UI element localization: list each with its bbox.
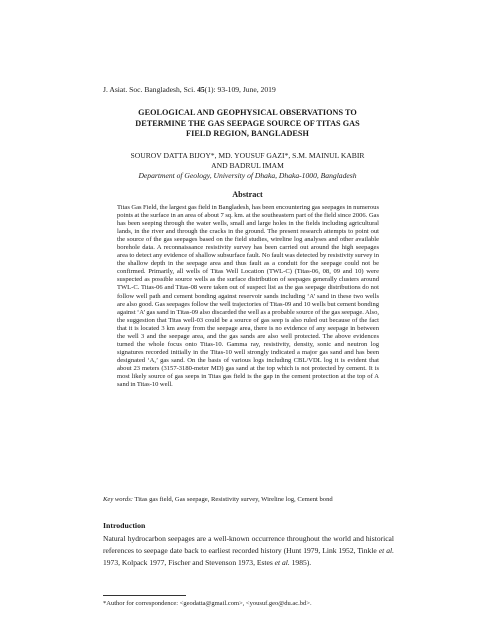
- journal-prefix: J. Asiat. Soc. Bangladesh, Sci.: [103, 85, 198, 94]
- intro-text-part: 1985).: [289, 558, 312, 568]
- author-block: [105, 151, 390, 182]
- title-line: DETERMINE THE GAS SEEPAGE SOURCE OF TITAS GAS: [135, 118, 360, 128]
- keywords-label: Key words:: [103, 496, 133, 503]
- footnote: *Author for correspondence: <geodatta@gmail.com>, <yousuf.geo@du.ac.bd>.: [103, 600, 312, 607]
- abstract-text: Titas Gas Field, the largest gas field in Bangladesh, has been encountering gas seepages in numerous points at the surface in an area of about 7 sq. km. at the southeastern part of the field since 2006. Gas has been seeping through the water wells, small and large holes in the fields including agricultural lands, in the river and through the cracks in the ground. The present research attempts to point out the source of the gas seepages based on the field studies, wireline log analyses and other available borehole data. A reconnaissance resistivity survey has been carried out around the high seepages area to detect any evidence of shallow subsurface fault. No fault was detected by resistivity survey in the shallow depth in the seepage area and thus fault as a conduit for the seepage could not be confirmed. Primarily, all wells of Titas Well Location (TWL-C) (Titas-06, 08, 09 and 10) were suspected as possible source wells as the surface distribution of seepages generally clusters around TWL-C. Titas-06 and Titas-08 were taken out of suspect list as the gas seepage distributions do not follow well path and cement bonding against reservoir sands including ‘A’ sand in these two wells are also good. Gas seepages follow the well trajectories of Titas-09 and 10 wells but cement bonding against ‘A’ gas sand in Titas-09 also discarded the well as a probable source of the gas seepage. Also, the suggestion that Titas well-03 could be a source of gas seep is also ruled out because of the fact that it is located 3 km away from the seepage area, there is no evidence of any seepage in between the well 3 and the seepage area, and the gas sands are also well protected. The above evidences turned the whole focus onto Titas-10. Gamma ray, resistivity, density, sonic and neutron log signatures recorded initially in the Titas-10 well strongly indicated a major gas sand and has been designated ‘A,’ gas sand. On the basis of various logs including CBL/VDL log it is evident that about 23 meters (3157-3180-meter MD) gas sand at the top which is not protected by cement. It is most likely source of gas seeps in Titas gas field is the gap in the cement protection at the top of A sand in Titas-10 well.: [117, 204, 379, 389]
- authors-line: AND BADRUL IMAM: [211, 161, 284, 171]
- keywords-text: Titas gas field, Gas seepage, Resistivity survey, Wireline log, Cement bond: [132, 496, 333, 503]
- paper-title: [105, 108, 390, 140]
- footnote-divider: [103, 595, 186, 596]
- keywords: [103, 496, 393, 504]
- intro-et-al: et al.: [378, 546, 395, 556]
- affiliation: Department of Geology, University of Dhaka, Dhaka-1000, Bangladesh: [138, 171, 357, 181]
- title-line: FIELD REGION, BANGLADESH: [186, 129, 309, 139]
- title-line: GEOLOGICAL AND GEOPHYSICAL OBSERVATIONS TO: [138, 108, 357, 117]
- intro-text-part: Natural hydrocarbon seepages are a well-known occurrence throughout the world and historical references to seepage date back to earliest recorded history (Hunt 1979, Link 1952, Tinkle: [103, 534, 394, 556]
- introduction-heading: Introduction: [103, 521, 146, 530]
- journal-suffix: (1): 93-109, June, 2019: [204, 85, 276, 94]
- intro-text-part: 1973, Kolpack 1977, Fischer and Stevenson 1973, Estes: [103, 558, 275, 568]
- abstract-heading: Abstract: [232, 190, 263, 199]
- intro-et-al: et al.: [274, 558, 290, 568]
- journal-volume: 45: [197, 85, 205, 94]
- journal-citation: [103, 85, 403, 95]
- introduction-paragraph: [103, 533, 394, 570]
- authors-line: SOUROV DATTA BIJOY*, MD. YOUSUF GAZI*, S.M. MAINUL KABIR: [130, 151, 365, 160]
